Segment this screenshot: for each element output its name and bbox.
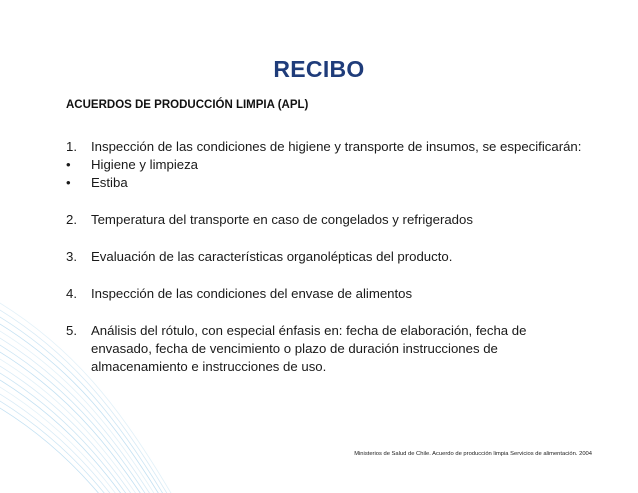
list-item-4 (66, 285, 586, 303)
list-item-text: Evaluación de las características organolépticas del producto. (91, 249, 453, 264)
bullet-marker: • (66, 157, 71, 172)
list-item-text: Higiene y limpieza (91, 157, 199, 172)
content-list (66, 138, 586, 376)
wave-line (0, 370, 175, 493)
wave-line (0, 356, 175, 493)
list-item-text: Análisis del rótulo, con especial énfasis en: fecha de elaboración, fecha de envasado, fecha de vencimiento o plazo de duración instrucciones de almacenamiento e instrucciones de uso. (91, 323, 527, 374)
list-marker: 2. (66, 212, 77, 227)
wave-line (0, 405, 175, 493)
list-item-text: Inspección de las condiciones de higiene y transporte de insumos, se especificarán: (91, 139, 582, 154)
wave-line (0, 384, 175, 493)
bullet-item-higiene (66, 156, 586, 174)
list-marker: 4. (66, 286, 77, 301)
list-item-text: Inspección de las condiciones del envase de alimentos (91, 286, 413, 301)
wave-line (0, 377, 175, 493)
list-item-2 (66, 211, 586, 229)
wave-line (0, 398, 175, 493)
list-item-text: Temperatura del transporte en caso de congelados y refrigerados (91, 212, 473, 227)
footer-citation: Ministerios de Salud de Chile. Acuerdo de producción limpia Servicios de alimentación. 2004 (354, 451, 592, 457)
list-marker: 1. (66, 139, 77, 154)
list-item-5 (66, 322, 586, 376)
list-item-3 (66, 248, 586, 266)
wave-line (0, 391, 175, 493)
list-marker: 3. (66, 249, 77, 264)
bullet-item-estiba (66, 174, 586, 192)
list-item-1 (66, 138, 586, 156)
slide-title: RECIBO (273, 56, 365, 82)
list-item-text: Estiba (91, 175, 128, 190)
bullet-marker: • (66, 175, 71, 190)
wave-line (0, 363, 175, 493)
list-marker: 5. (66, 323, 77, 338)
slide-subtitle: ACUERDOS DE PRODUCCIÓN LIMPIA (APL) (66, 99, 309, 111)
